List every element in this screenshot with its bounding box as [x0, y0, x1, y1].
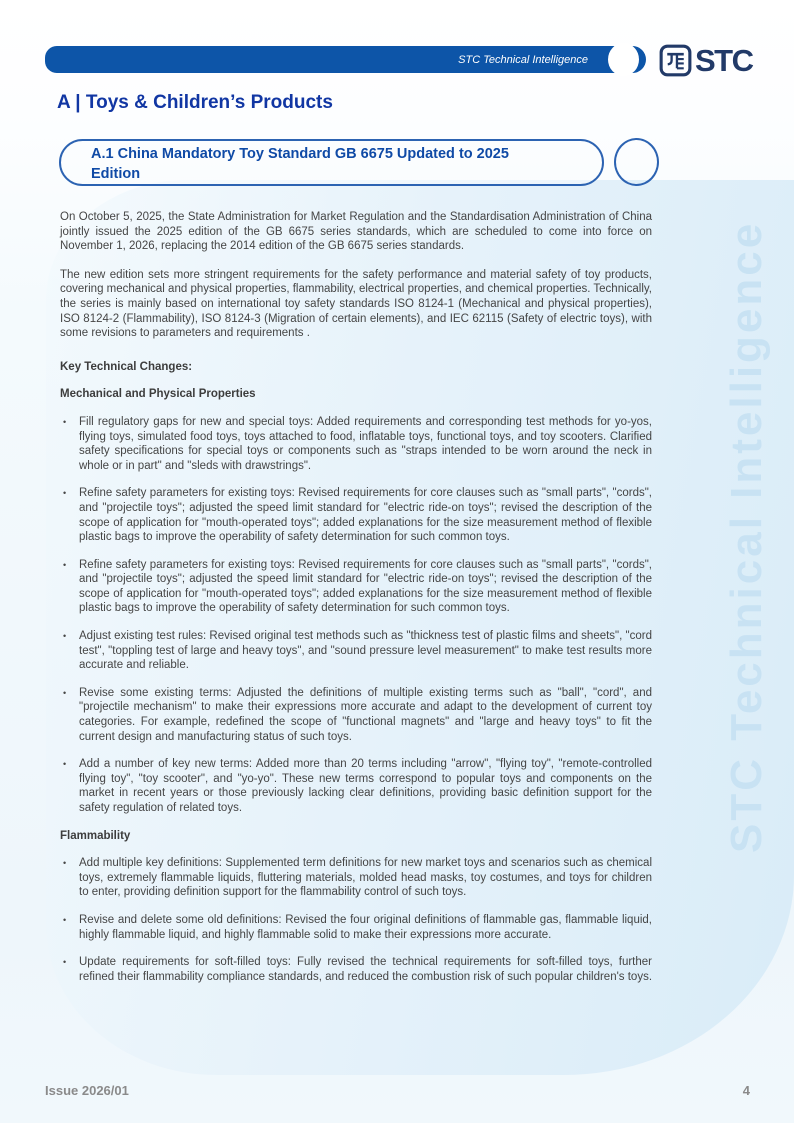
stc-logo — [659, 42, 753, 78]
bullet-item: • Revise some existing terms: Adjusted the definitions of multiple existing terms such as "ball", "cord", and "projectile mechanism" to make their expressions more accurate and adapt to the development of current toy categories. For example, redefined the scope of "functional magnets" and "large and heavy toys" to fit the current design and manufacturing status of such toys. — [63, 686, 652, 743]
intro-paragraph: On October 5, 2025, the State Administration for Market Regulation and the Standardisation Administration of China jointly issued the 2025 edition of the GB 6675 series standards, which are scheduled to come into force on November 1, 2026, replacing the 2014 edition of the GB 6675 series standards. — [60, 211, 652, 253]
stc-logo-text: STC — [695, 42, 753, 78]
bullet-marker: • — [63, 759, 67, 770]
mechanical-properties-heading: Mechanical and Physical Properties — [60, 388, 256, 401]
bullet-item: • Add multiple key definitions: Supplemented term definitions for new market toys and scenarios such as chemical toys, extremely flammable liquids, fluttering materials, molded head masks, toy costumes, and toys for children to enter, providing definition support for the flammability control of such toys. — [63, 857, 652, 899]
article-title: A.1 China Mandatory Toy Standard GB 6675 Updated to 2025 Edition — [91, 146, 509, 182]
bullet-marker: • — [63, 687, 67, 698]
article-title-circle-decoration — [614, 138, 659, 186]
intro-paragraph: The new edition sets more stringent requirements for the safety performance and material safety of toy products, covering mechanical and physical properties, flammability, electrical properties, and chemical properties. Technically, the series is mainly based on international toy safety standards ISO 8124-1 (Mechanical and physical properties), ISO 8124-2 (Flammability), ISO 8124-3 (Migration of certain elements), and IEC 62115 (Safety of electric toys), with some revisions to parameters and requirements . — [60, 268, 652, 340]
mechanical-properties-bullet-list — [60, 415, 652, 816]
bullet-item: • Update requirements for soft-filled toys: Fully revised the technical requirements for soft-filled toys, further refined their flammability compliance standards, and reduced the combustion risk of such popular children's toys. — [63, 956, 653, 983]
bullet-item: • Add a number of key new terms: Added more than 20 terms including "arrow", "flying toy", "remote-controlled flying toy", "toy scooter", and "yo-yo". These new terms correspond to popular toys and components on the market in recent years or those previously lacking clear definitions, providing basic definition support for the safety regulation of related toys. — [63, 758, 652, 814]
article-title-box — [59, 139, 604, 186]
bullet-item: • Revise and delete some old definitions: Revised the four original definitions of flammable gas, flammable liquid, highly flammable liquid, and highly flammable solid to make their expressions more accurate. — [63, 913, 652, 941]
header-banner — [45, 46, 646, 73]
key-changes-heading: Key Technical Changes: — [60, 360, 193, 373]
bullet-marker: • — [63, 488, 67, 499]
bullet-marker: • — [63, 914, 67, 925]
header-banner-label: STC Technical Intelligence — [458, 53, 588, 66]
bullet-marker: • — [63, 858, 67, 869]
flammability-bullet-list — [60, 856, 652, 984]
bullet-marker: • — [63, 559, 67, 570]
footer-page-number: 4 — [742, 1083, 750, 1098]
article-body — [60, 210, 652, 997]
bullet-marker: • — [63, 631, 67, 642]
bullet-marker: • — [63, 957, 67, 968]
stc-seal-icon — [659, 44, 692, 77]
bullet-item: • Refine safety parameters for existing toys: Revised requirements for core clauses such as "small parts", "cords", and "projectile toys"; adjusted the speed limit standard for "electric ride-on toys"; revised the description of the scope of application for "mouth-operated toys"; added explanations for the size measurement method of flexible plastic bags to improve the operability of safety determination for such common toys. — [63, 558, 652, 615]
bullet-item: • Refine safety parameters for existing toys: Revised requirements for core clauses such as "small parts", "cords", and "projectile toys"; adjusted the speed limit standard for "electric ride-on toys"; revised the description of the scope of application for "mouth-operated toys"; added explanations for the size measurement method of flexible plastic bags to improve the operability of safety determination for such common toys. — [63, 487, 652, 544]
vertical-watermark-text: STC Technical Intelligence — [722, 220, 771, 853]
bullet-item: • Adjust existing test rules: Revised original test methods such as "thickness test of plastic films and sheets", "cord test", "toppling test of large and heavy toys", and "sound pressure level measurement" to make test results more accurate and reliable. — [63, 630, 652, 672]
footer-issue-label: Issue 2026/01 — [45, 1083, 129, 1098]
bullet-item: • Fill regulatory gaps for new and special toys: Added requirements and corresponding test methods for yo-yos, flying toys, simulated food toys, toys attached to food, inflatable toys, functional toys, and toy scooters. Clarified safety specifications for special toys or components such as "straps intended to be worn around the neck in whole or in part" and "sleds with drawstrings". — [63, 415, 652, 472]
flammability-heading: Flammability — [60, 829, 131, 842]
section-title: A | Toys & Children’s Products — [57, 92, 333, 113]
bullet-marker: • — [63, 416, 67, 427]
header-banner-notch — [608, 43, 639, 76]
